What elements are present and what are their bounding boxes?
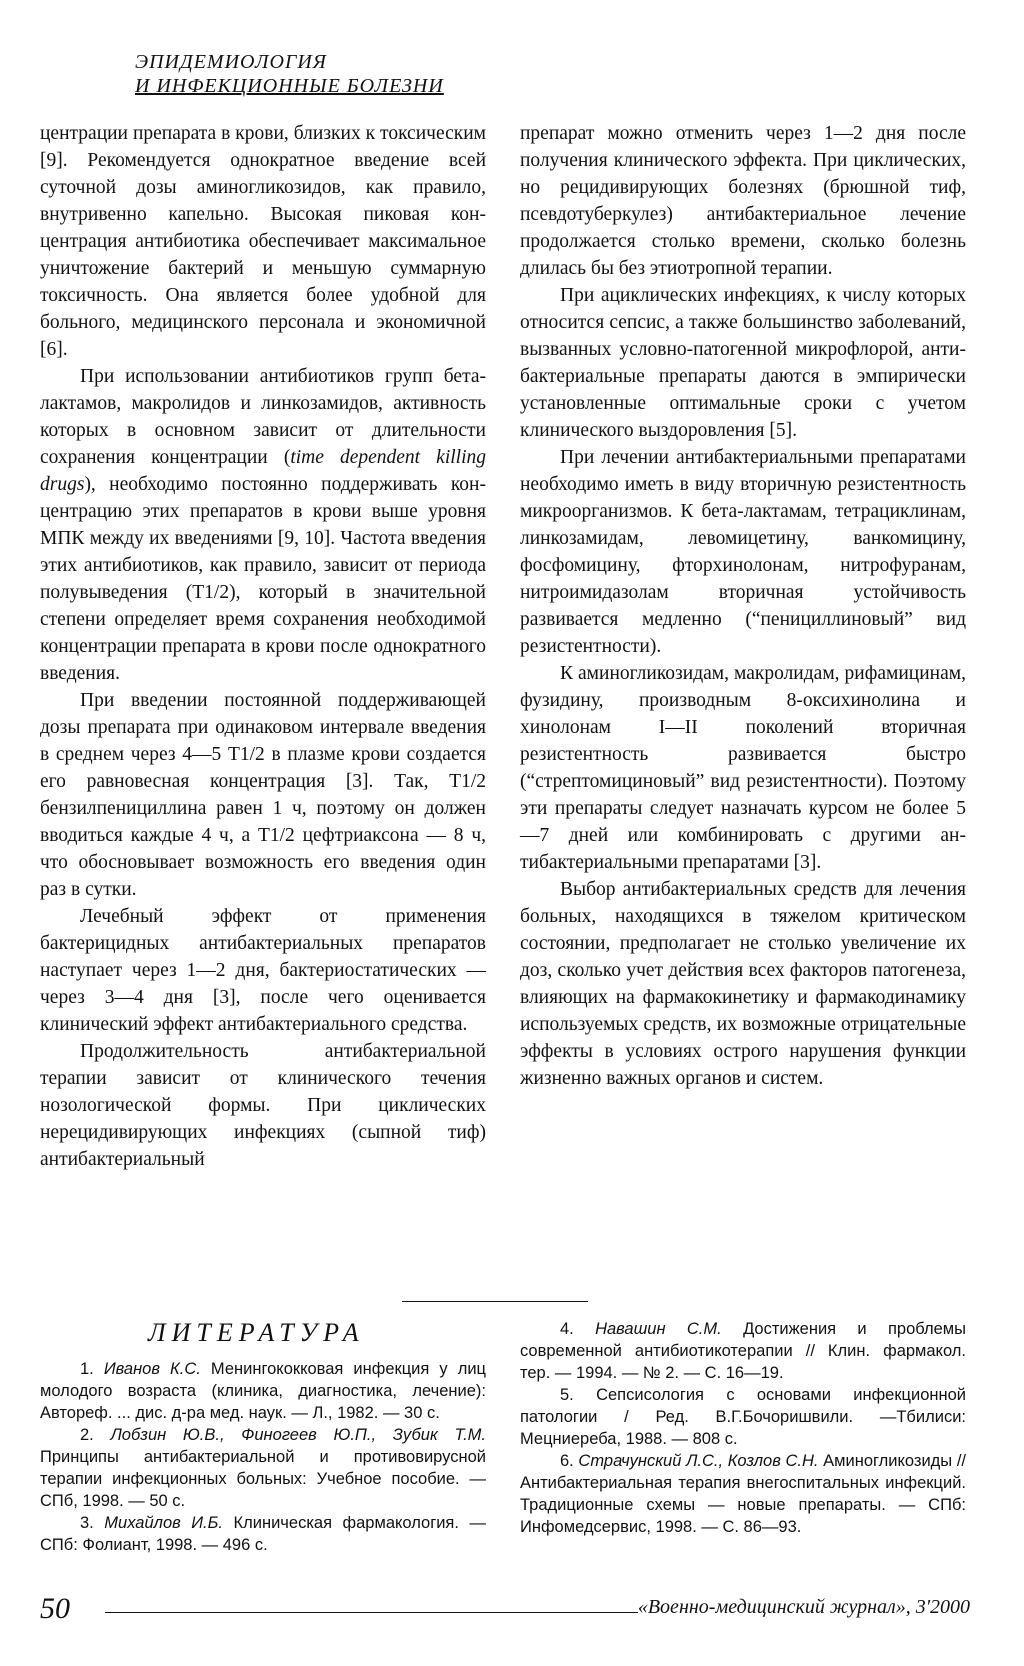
- page-footer: [40, 1592, 970, 1625]
- paragraph: Продолжительность антибактериальной терапии зависит от клинического течения нозологической формы. При циклических нерецидивирующих инфекциях (сыпной тиф) антибактериальный: [40, 1041, 486, 1170]
- paragraph: препарат можно отменить через 1—2 дня после получения клинического эффекта. При циклических, но рецидивирующих болезнях (брюшной тиф, псевдотуберкулез) антибактериальное лечение продолжается столько времени, сколько болезнь длилась бы без этиотропной терапии.: [520, 123, 966, 279]
- reference-item: 2. Лобзин Ю.В., Финогеев Ю.П., Зубик Т.М. Принципы антибактериальной и противовирусной терапии инфекционных больных: Учебное пособие. — СПб, 1998. — 50 с.: [40, 1426, 486, 1510]
- reference-item: 4. Навашин С.М. Достижения и проблемы современной антибиотикотерапии // Клин. фармакол. тер. — 1994. — № 2. — С. 16—19.: [520, 1320, 966, 1382]
- journal-title: «Военно-медицинский журнал», 3'2000: [637, 1596, 970, 1618]
- reference-item: 1. Иванов К.С. Менингококковая инфекция у лиц молодого возраста (клиника, диагностика, лечение): Автореф. ... дис. д-ра мед. наук. — Л., 1982. — 30 с.: [40, 1360, 487, 1422]
- paragraph: При лечении антибактериальными препаратами необходимо иметь в виду вторичную резистентность микроорганизмов. К бета-лактамам, тетрациклинам, линкозамидам, левомицетину, ванкомицину, фосфомицину, фторхинолонам, нитрофуранам, нитроимидазолам вторичная устойчивость развивается медленно (“пенициллиновый” вид резистентности).: [520, 447, 966, 657]
- latin-term: time dependent killing drugs: [40, 447, 486, 495]
- paragraph: Лечебный эффект от применения бактерицидных антибактериальных препаратов наступает через 1—2 дня, бактериостатических — через 3—4 дня [3], после чего оценивается клинический эффект антибактериального средства.: [40, 906, 486, 1035]
- page-number: 50: [40, 1592, 70, 1625]
- references-right: [520, 1318, 966, 1538]
- running-header: [135, 50, 444, 98]
- paragraph: Выбор антибактериальных средств для лечения больных, находящихся в тяжелом критическом состоянии, предполагает не столько увеличение их доз, сколько учет действия всех факторов патогенеза, влияющих на фармакокинетику и фармакодинамику используемых средств, их возможные отрицательные эффекты в условиях острого нарушения функции жизненно важных органов и систем.: [520, 879, 966, 1089]
- paragraph: центрации препарата в крови, близких к токсическим [9]. Рекомендуется однократное введение всей суточной дозы аминогликозидов, как правило, внутривенно капельно. Высокая пиковая концентрация антибиотика обеспечивает максимальное уничтожение бактерий и меньшую суммарную токсичность. Она является более удобной для больного, медицинского персонала и экономичной [6].: [40, 123, 486, 360]
- paragraph: При ациклических инфекциях, к числу которых относится сепсис, а также большинство заболеваний, вызванных условно-патогенной микрофлорой, антибактериальные препараты даются в эмпирически установленные оптимальные сроки с учетом клинического выздоровления [5].: [520, 285, 966, 441]
- literature-heading: ЛИТЕРАТУРА: [148, 1318, 365, 1347]
- paragraph: При введении постоянной поддерживающей дозы препарата при одинаковом интервале введения в среднем через 4—5 Т1/2 в плазме крови создается его равновесная концентрация [3]. Так, Т1/2 бензилпенициллина равен 1 ч, поэтому он должен вводиться каждые 4 ч, а Т1/2 цефтриаксона — 8 ч, что обосновывает возможность его введения один раз в сутки.: [40, 690, 486, 900]
- footer-rule: [105, 1612, 638, 1613]
- paragraph: К аминогликозидам, макролидам, рифамицинам, фузидину, производным 8-оксихинолина и хинолонам I—II поколений вторичная резистентность развивается быстро (“стрептомициновый” вид резистентности). Поэтому эти препараты следует назначать курсом не более 5—7 дней или комбинировать с другими антибактериальными препаратами [3].: [520, 663, 966, 873]
- left-column: [40, 120, 486, 1173]
- header-line-2: И ИНФЕКЦИОННЫЕ БОЛЕЗНИ: [135, 75, 444, 97]
- reference-item: 6. Страчунский Л.С., Козлов С.Н. Аминогликозиды // Антибактериальная терапия внегоспитальных инфекций. Традиционные схемы — новые препараты. — СПб: Инфомедсервис, 1998. — С. 86—93.: [520, 1452, 966, 1536]
- paragraph: При использовании антибиотиков групп бета-лактамов, макролидов и линкозамидов, активность которых в основном зависит от длительности сохранения концентрации (time dependent killing drugs), необходимо постоянно поддерживать концентрацию этих препаратов в крови выше уровня МПК между их введениями [9, 10]. Частота введения этих антибиотиков, как правило, зависит от периода полувыведения (Т1/2), который в значительной степени определяет время сохранения необходимой концентрации препарата в крови после однократного введения.: [40, 366, 486, 684]
- references-left: [40, 1358, 486, 1556]
- reference-item: 5. Сепсисология с основами инфекционной патологии / Ред. В.Г.Бочоришвили. —Тбилиси: Мецниереба, 1988. — 808 с.: [520, 1386, 966, 1448]
- reference-item: 3. Михайлов И.Б. Клиническая фармакология. — СПб: Фолиант, 1998. — 496 с.: [40, 1514, 486, 1554]
- header-line-1: ЭПИДЕМИОЛОГИЯ: [135, 51, 327, 73]
- section-divider: [402, 1301, 588, 1302]
- right-column: [520, 120, 966, 1092]
